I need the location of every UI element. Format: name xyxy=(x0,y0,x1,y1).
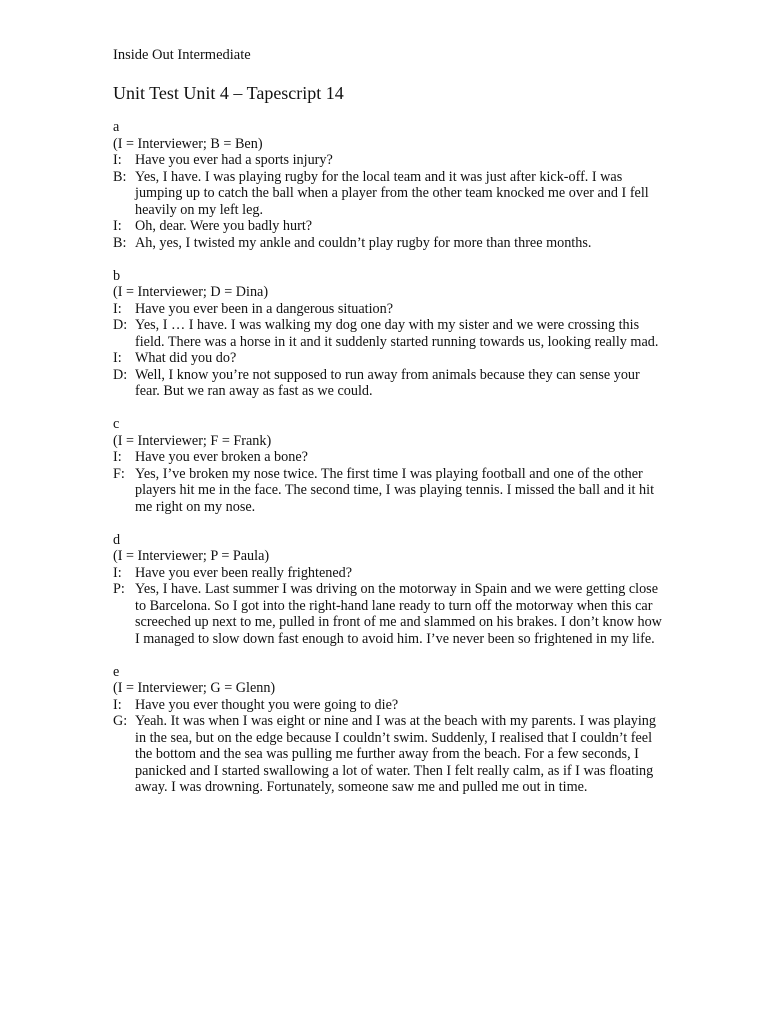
dialogue-line xyxy=(113,152,668,169)
utterance-text: Yes, I have. Last summer I was driving on the motorway in Spain and we were getting close to Barcelona. So I got into the right-hand lane ready to turn off the motorway when this car screeched up next to me, pulled in front of me and slammed on his brakes. I don’t know how I managed to slow down fast enough to avoid him. I’ve never been so frightened in my life. xyxy=(135,581,662,647)
utterance-text: Have you ever been in a dangerous situation? xyxy=(135,300,394,317)
speaker-label: I: xyxy=(113,564,122,581)
dialogue-line xyxy=(113,235,668,252)
utterance-text: Oh, dear. Were you badly hurt? xyxy=(135,218,313,234)
dialogue-line xyxy=(113,697,668,714)
section-cast-list: (I = Interviewer; G = Glenn) xyxy=(113,680,276,696)
dialogue-line xyxy=(113,317,668,350)
utterance-text: What did you do? xyxy=(135,350,237,366)
section-cast-list: (I = Interviewer; P = Paula) xyxy=(113,548,270,564)
dialogue-line xyxy=(113,581,668,647)
speaker-label: G: xyxy=(113,713,128,729)
dialogue-line xyxy=(113,301,668,318)
tapescript-section xyxy=(113,119,668,251)
speaker-label: I: xyxy=(113,300,122,317)
tapescript-section xyxy=(113,268,668,400)
speaker-label: I: xyxy=(113,350,122,366)
utterance-text: Ah, yes, I twisted my ankle and couldn’t play rugby for more than three months. xyxy=(135,234,592,251)
tapescript-section xyxy=(113,416,668,515)
section-letter: d xyxy=(113,531,121,548)
utterance-text: Have you ever been really frightened? xyxy=(135,564,353,581)
dialogue-line xyxy=(113,449,668,466)
utterance-text: Yes, I’ve broken my nose twice. The first time I was playing football and one of the other players hit me in the face. The second time, I was playing tennis. I missed the ball and it hit me right on my nose. xyxy=(135,465,655,515)
speaker-label: I: xyxy=(113,449,122,465)
speaker-label: I: xyxy=(113,218,122,234)
speaker-label: B: xyxy=(113,168,127,185)
dialogue-line xyxy=(113,565,668,582)
speaker-label: P: xyxy=(113,581,125,597)
utterance-text: Yeah. It was when I was eight or nine and I was at the beach with my parents. I was playing in the sea, but on the edge because I couldn’t swim. Suddenly, I realised that I couldn’t feel the bottom and the sea was pulling me further away from the beach. For a few seconds, I panicked and I started swallowing a lot of water. Then I felt really calm, as if I was floating away. I was drowning. Fortunately, someone saw me and pulled me out in time. xyxy=(135,713,656,795)
section-cast-list: (I = Interviewer; D = Dina) xyxy=(113,284,269,300)
dialogue-line xyxy=(113,466,668,516)
speaker-label: I: xyxy=(113,696,122,713)
utterance-text: Yes, I … I have. I was walking my dog one day with my sister and we were crossing this field. There was a horse in it and it suddenly started running towards us, looking really mad. xyxy=(135,317,659,350)
speaker-label: B: xyxy=(113,234,127,251)
speaker-label: F: xyxy=(113,465,125,482)
utterance-text: Have you ever thought you were going to die? xyxy=(135,696,399,713)
speaker-label: D: xyxy=(113,317,128,333)
tapescript-section xyxy=(113,664,668,796)
dialogue-line xyxy=(113,218,668,235)
section-letter: c xyxy=(113,416,120,432)
course-name: Inside Out Intermediate xyxy=(113,47,251,63)
document-title: Unit Test Unit 4 – Tapescript 14 xyxy=(113,83,344,103)
utterance-text: Have you ever had a sports injury? xyxy=(135,152,333,168)
section-cast-list: (I = Interviewer; F = Frank) xyxy=(113,432,272,449)
dialogue-line xyxy=(113,350,668,367)
dialogue-line xyxy=(113,169,668,219)
speaker-label: I: xyxy=(113,152,122,168)
utterance-text: Yes, I have. I was playing rugby for the local team and it was just after kick-off. I was jumping up to catch the ball when a player from the other team knocked me over and I fell heavily on my left leg. xyxy=(135,168,649,218)
tapescript-sections xyxy=(113,119,668,812)
section-letter: a xyxy=(113,119,120,135)
section-cast-list: (I = Interviewer; B = Ben) xyxy=(113,135,263,152)
utterance-text: Well, I know you’re not supposed to run away from animals because they can sense your fear. But we ran away as fast as we could. xyxy=(135,366,640,399)
section-letter: b xyxy=(113,267,121,284)
dialogue-line xyxy=(113,713,668,796)
tapescript-section xyxy=(113,532,668,648)
dialogue-line xyxy=(113,367,668,400)
speaker-label: D: xyxy=(113,366,128,383)
section-letter: e xyxy=(113,663,120,680)
utterance-text: Have you ever broken a bone? xyxy=(135,449,308,465)
